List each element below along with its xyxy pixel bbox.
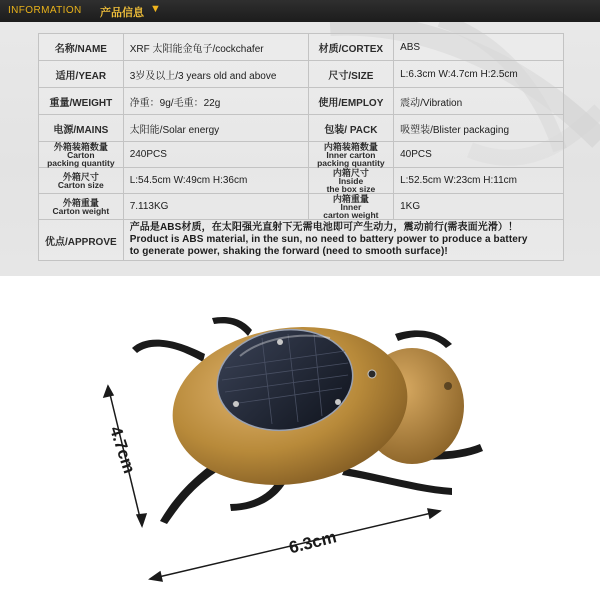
beetle-eye: [444, 382, 452, 390]
table-row: [39, 168, 564, 194]
spec-table: [38, 33, 564, 261]
carton-size-label-cn: 外箱尺寸: [62, 171, 99, 182]
name-value: XRF 太阳能金龟子/cockchafer: [123, 34, 308, 61]
carton-qty-label: [39, 142, 124, 168]
header-title-en: INFORMATION: [8, 5, 82, 16]
pack-value: 吸塑装/Blister packaging: [394, 115, 564, 142]
carton-weight-label-cn: 外箱重量: [62, 197, 99, 208]
carton-qty-label-cn: 外箱装箱数量: [53, 141, 108, 152]
weight-value: 净重：9g/毛重：22g: [123, 88, 308, 115]
carton-qty-value: 240PCS: [123, 142, 308, 168]
inner-size-label-en2: the box size: [326, 183, 376, 194]
carton-weight-value: 7.113KG: [123, 194, 308, 220]
employ-label: 使用/EMPLOY: [308, 88, 393, 115]
screw-icon: [368, 370, 376, 378]
table-row: [39, 88, 564, 115]
inner-qty-label-cn: 内箱装箱数量: [323, 141, 378, 152]
age-value: 3岁及以上/3 years old and above: [123, 61, 308, 88]
screw-icon: [233, 401, 239, 407]
info-panel: [0, 0, 600, 276]
carton-weight-label-en: Carton weight: [52, 205, 110, 216]
carton-qty-label-en2: packing quantity: [47, 157, 115, 168]
approve-label: 优点/APPROVE: [39, 220, 124, 261]
inner-weight-value: 1KG: [394, 194, 564, 220]
material-label: 材质/CORTEX: [308, 34, 393, 61]
mains-value: 太阳能/Solar energy: [123, 115, 308, 142]
mains-label: 电源/MAINS: [39, 115, 124, 142]
size-value: L:6.3cm W:4.7cm H:2.5cm: [394, 61, 564, 88]
size-label: 尺寸/SIZE: [308, 61, 393, 88]
pack-label: 包装/ PACK: [308, 115, 393, 142]
carton-size-value: L:54.5cm W:49cm H:36cm: [123, 168, 308, 194]
carton-weight-label: [39, 194, 124, 220]
inner-qty-label-en1: Inner carton: [326, 149, 376, 160]
inner-size-value: L:52.5cm W:23cm H:11cm: [394, 168, 564, 194]
approve-line-cn: 产品是ABS材质，在太阳强光直射下无需电池即可产生动力，震动前行(需表面光滑）！: [129, 222, 519, 233]
inner-weight-label-en2: carton weight: [323, 209, 379, 220]
inner-size-label: [308, 168, 393, 194]
inner-size-label-en1: Inside: [338, 175, 364, 186]
name-label: 名称/NAME: [39, 34, 124, 61]
age-label: 适用/YEAR: [39, 61, 124, 88]
product-illustration: [0, 276, 600, 600]
approve-description: [123, 220, 563, 261]
inner-weight-label-en1: Inner: [340, 201, 362, 212]
height-label: 4.7cm: [105, 424, 139, 476]
section-header: [0, 0, 600, 22]
employ-value: 震动/Vibration: [394, 88, 564, 115]
inner-size-label-cn: 内箱尺寸: [332, 167, 369, 178]
width-label: 6.3cm: [287, 527, 339, 558]
table-row: [39, 61, 564, 88]
carton-size-label-en: Carton size: [57, 179, 104, 190]
header-title-cn: 产品信息: [100, 7, 144, 19]
table-row: [39, 115, 564, 142]
approve-line-en-2: to generate power, shaking the forward (need to smooth surface)!: [129, 246, 448, 257]
chevron-down-icon: ▼: [150, 3, 161, 15]
inner-qty-label-en2: packing quantity: [317, 157, 385, 168]
table-row: [39, 142, 564, 168]
inner-weight-label: [308, 194, 393, 220]
inner-qty-value: 40PCS: [394, 142, 564, 168]
inner-weight-label-cn: 内箱重量: [332, 193, 369, 204]
material-value: ABS: [394, 34, 564, 61]
inner-qty-label: [308, 142, 393, 168]
screw-icon: [335, 399, 341, 405]
table-row: [39, 220, 564, 261]
table-row: [39, 34, 564, 61]
screw-icon: [277, 339, 283, 345]
carton-size-label: [39, 168, 124, 194]
weight-label: 重量/WEIGHT: [39, 88, 124, 115]
table-row: [39, 194, 564, 220]
approve-line-en-1: Product is ABS material, in the sun, no need to battery power to produce a battery: [129, 234, 528, 245]
carton-qty-label-en1: Carton: [67, 149, 95, 160]
